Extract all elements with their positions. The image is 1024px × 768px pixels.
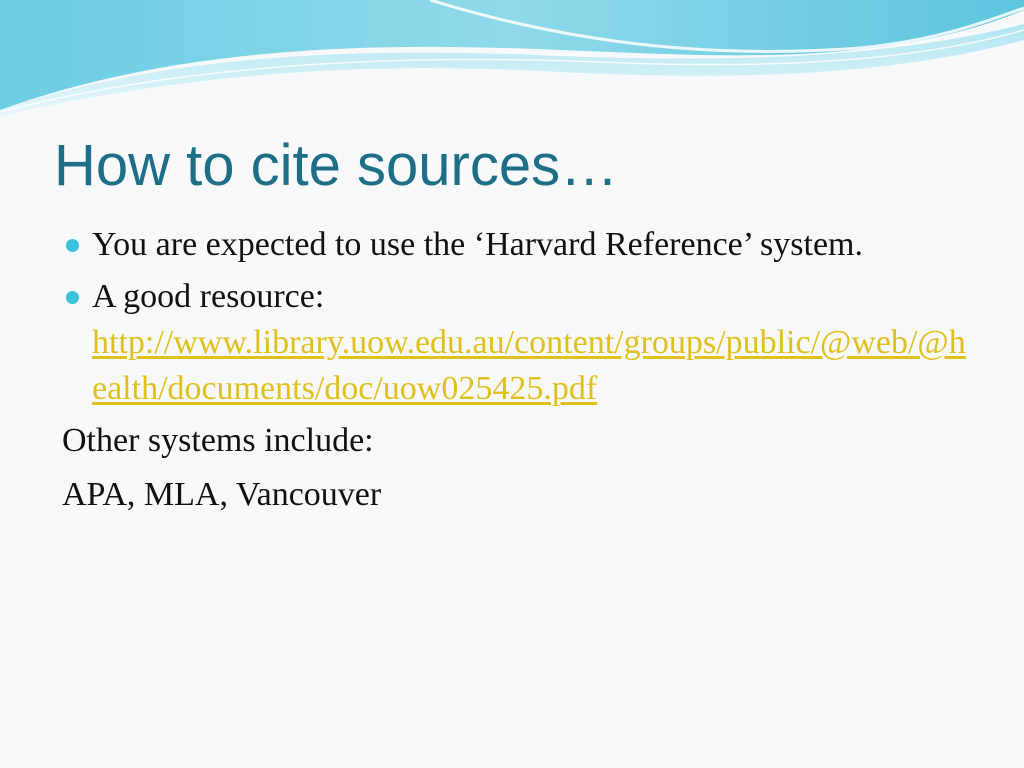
bullet-dot-icon (66, 291, 79, 304)
resource-link[interactable]: http://www.library.uow.edu.au/content/groups/public/@web/@health/documents/doc/uow025425.pdf (92, 324, 966, 407)
bullet-text: A good resource: (92, 278, 325, 315)
slide-title: How to cite sources… (54, 133, 619, 198)
bullet-text: You are expected to use the ‘Harvard Reference’ system. (92, 226, 863, 263)
bullet-harvard (62, 222, 982, 268)
other-systems-heading: Other systems include: (62, 422, 374, 459)
other-systems-list: APA, MLA, Vancouver (62, 476, 382, 513)
bullet-resource (62, 274, 982, 412)
bullet-dot-icon (66, 239, 79, 252)
slide-body (62, 222, 982, 526)
header-wave-decoration (0, 0, 1024, 130)
